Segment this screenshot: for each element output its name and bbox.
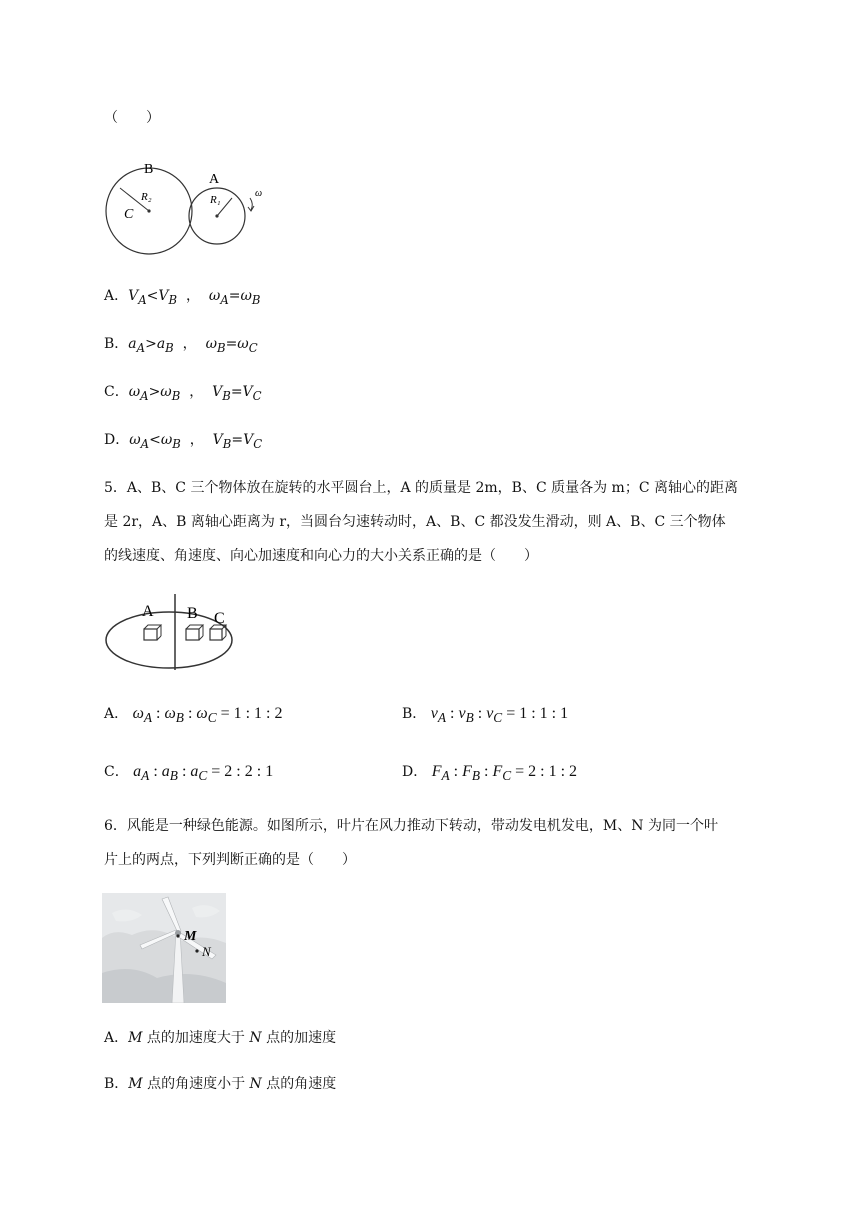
q4-option-b: B．$a_A>a_B$ ， $\omega_B=\omega_C$ (104, 336, 258, 355)
q5-stem-line-2: 是 2r，A、B 离轴心距离为 r，当圆台匀速转动时，A、B、C 都没发生滑动，则 A、B、C 三个物体 (104, 514, 726, 530)
q4-label-omega: ω (255, 188, 263, 199)
q6-label-n: N (202, 944, 211, 959)
q4-option-c: C．$\omega_A>\omega_B$ ， $V_B=V_C$ (104, 384, 262, 403)
q4-option-d: D．$\omega_A<\omega_B$ ， $V_B=V_C$ (104, 432, 263, 451)
q6-stem-line-1: 6．风能是一种绿色能源。如图所示，叶片在风力推动下转动，带动发电机发电，M、N 为同一个叶 (104, 818, 718, 834)
q4-label-a: A (209, 172, 220, 187)
q4-label-b: B (144, 162, 154, 177)
q4-label-r2: R₂ (141, 191, 152, 203)
q5-option-b: B． $v_A$ : $v_B$ : $v_C = 1$ : 1 : 1 (402, 705, 569, 726)
q5-turntable-figure (104, 590, 240, 674)
q4-paren: （ ） (104, 110, 160, 126)
q4-label-c: C (124, 207, 134, 222)
q5-label-c: C (214, 610, 225, 627)
q6-option-a: A．M 点的加速度大于 N 点的加速度 (104, 1030, 337, 1046)
q5-label-b: B (187, 605, 198, 622)
q4-circles-figure (104, 158, 284, 258)
q5-stem-line-3: 的线速度、角速度、向心加速度和向心力的大小关系正确的是（ ） (104, 548, 538, 564)
q6-option-b: B．M 点的角速度小于 N 点的角速度 (104, 1076, 337, 1092)
q5-option-c: C． $a_A$ : $a_B$ : $a_C = 2$ : 2 : 1 (104, 763, 274, 784)
q6-label-m: M (184, 929, 197, 944)
q5-stem-line-1: 5．A、B、C 三个物体放在旋转的水平圆台上，A 的质量是 2m，B、C 质量各为 m；C 离轴心的距离 (104, 480, 738, 496)
q6-stem-line-2: 片上的两点，下列判断正确的是（ ） (104, 852, 356, 868)
q4-option-a: A．$V_A<V_B$ ， $\omega_A=\omega_B$ (104, 288, 261, 307)
q6-wind-turbine-figure (102, 893, 226, 1003)
q4-label-r1: R₁ (210, 194, 221, 206)
q5-option-d: D． $F_A$ : $F_B$ : $F_C = 2$ : 1 : 2 (402, 763, 578, 784)
q5-option-a: A． $\omega_A$ : $\omega_B$ : $\omega_C = 1$ : 1 : 2 (104, 705, 283, 726)
q5-label-a: A (142, 603, 154, 620)
